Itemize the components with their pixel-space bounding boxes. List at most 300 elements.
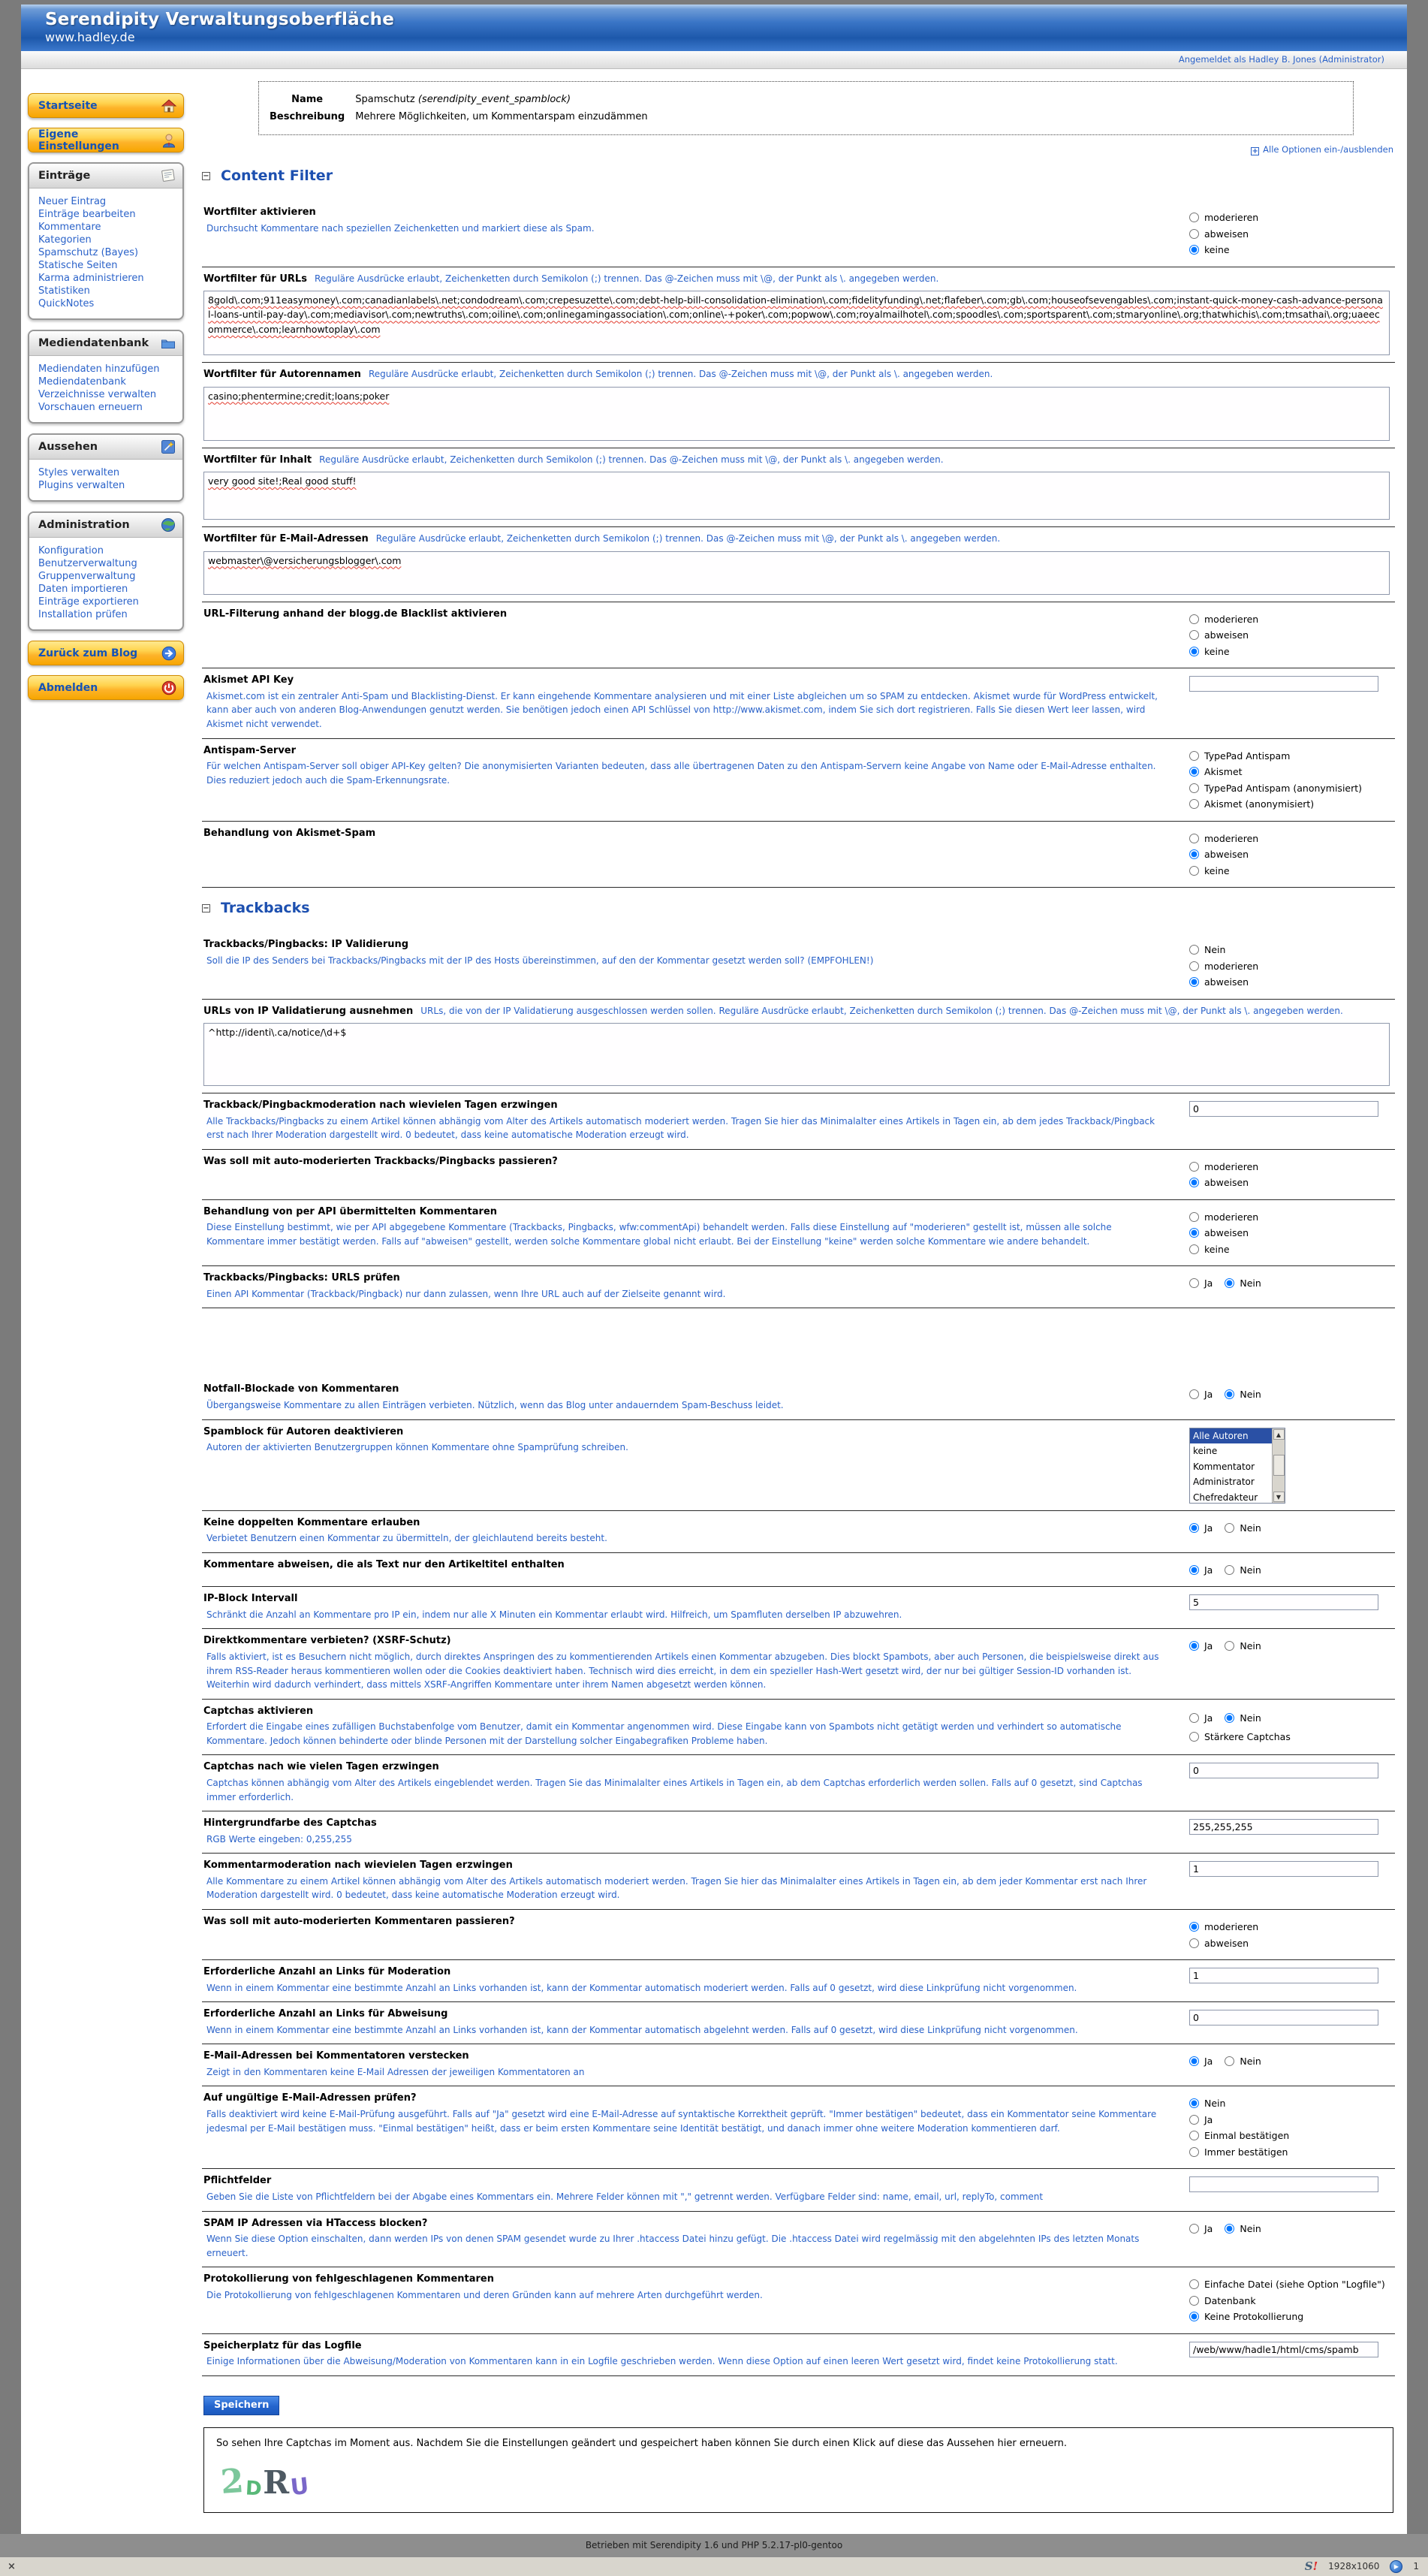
setting-title: IP-Block Intervall [203, 1593, 298, 1605]
setting-row-trackbacks-pingbacks-urls-pr-fen [202, 1266, 1395, 1308]
radio-label: Nein [1240, 1712, 1261, 1724]
radio-option-ja[interactable] [1189, 2113, 1393, 2127]
radio-ja[interactable] [1189, 2115, 1199, 2125]
radio-option-nein[interactable] [1225, 2222, 1261, 2236]
radio-option-keine-protokollierung[interactable] [1189, 2310, 1393, 2324]
radio-option-st-rkere-captchas[interactable] [1189, 1730, 1393, 1744]
power-icon [160, 680, 178, 696]
radio-abweisen[interactable] [1189, 1938, 1199, 1948]
setting-input-erforderliche-anzahl-an-links-f-r-moderation[interactable] [1189, 1968, 1378, 1983]
radio-nein[interactable] [1225, 2224, 1234, 2234]
setting-row-erforderliche-anzahl-an-links-f-r-abweisung [202, 2002, 1395, 2044]
sidebar-link-gruppenverwaltung[interactable]: Gruppenverwaltung [38, 571, 136, 582]
setting-description: Zeigt in den Kommentaren keine E-Mail Adressen der jeweiligen Kommentatoren an [206, 2066, 585, 2077]
radio-option-abweisen[interactable] [1189, 848, 1393, 861]
setting-title: Erforderliche Anzahl an Links für Moderation [203, 1966, 451, 1978]
radio-label: keine [1204, 244, 1230, 255]
radio-option-nein[interactable] [1189, 2097, 1393, 2110]
radio-nein[interactable] [1225, 1565, 1234, 1575]
sidebar-panel-header [29, 164, 182, 189]
radio-nein[interactable] [1225, 1523, 1234, 1533]
globe-icon [159, 517, 177, 533]
radio-nein[interactable] [1225, 1389, 1234, 1399]
sidebar-link-plugins-verwalten[interactable]: Plugins verwalten [38, 480, 125, 491]
sidebar-button-eigene-einstellungen[interactable] [28, 128, 184, 152]
setting-row-behandlung-von-akismet-spam [202, 822, 1395, 888]
captcha-char: 2 [219, 2461, 246, 2502]
sidebar-link-statistiken[interactable]: Statistiken [38, 285, 90, 297]
sidebar-button-label: Zurück zum Blog [38, 647, 138, 659]
setting-input-pflichtfelder[interactable] [1189, 2176, 1378, 2192]
radio-moderieren[interactable] [1189, 213, 1199, 222]
radio-option-moderieren[interactable] [1189, 211, 1393, 225]
radio-option-ja[interactable] [1189, 1639, 1213, 1653]
radio-option-akismet-anonymisiert[interactable] [1189, 798, 1393, 811]
collapse-icon[interactable]: − [203, 171, 209, 180]
listbox-option-keine[interactable]: keine [1193, 1446, 1218, 1457]
radio-option-nein[interactable] [1225, 1639, 1261, 1653]
radio-keine-protokollierung[interactable] [1189, 2312, 1199, 2321]
radio-nein[interactable] [1225, 1713, 1234, 1723]
radio-option-ja[interactable] [1189, 1564, 1213, 1577]
setting-textarea[interactable]: 8gold\.com;911easymoney\.com;canadianlabels\.net;condodream\.com;crepesuzette\.com;debt-help-bill-consolidation-elimination\.com;fidelityfunding\.net;flafeber\.com;gb\.com;houseofsevengables\.com;instant-quick-money-cash-advance-personal-loans-until-pay-day\.com;mediavisor\.com;newtruths\.com;oiline\.com;onlinegamingassociation\.com;online\-+poker\.com;popwow\.com;royalmailhotel\.com;spoodles\.com;sportsparent\.com;stmaryonline\.org;thatwhichis\.com;tmsathai\.org;uaeecommerce\.com;learnhowtoplay\.com [203, 291, 1390, 355]
setting-title: Antispam-Server [203, 744, 297, 756]
sidebar-link-daten-importieren[interactable]: Daten importieren [38, 584, 128, 595]
sidebar-link-statische-seiten[interactable]: Statische Seiten [38, 260, 118, 271]
setting-control [1189, 1516, 1393, 1546]
radio-nein[interactable] [1189, 945, 1199, 955]
radio-akismet[interactable] [1189, 767, 1199, 777]
radio-label: abweisen [1204, 1177, 1249, 1189]
setting-description: Verbietet Benutzern einen Kommentar zu übermitteln, der gleichlautend bereits besteht. [206, 1533, 607, 1544]
setting-description: Für welchen Antispam-Server soll obiger API-Key gelten? Die anonymisierten Varianten bedeuten, dass alle übertragenen Daten zu den Antispam-Servern keine Angabe von Name oder E-Mail-Adresse enthalten. Dies reduziert jedoch auch die Spam-Erkennungsrate. [206, 761, 1156, 786]
radio-typepad-antispam-anonymisiert[interactable] [1189, 783, 1199, 793]
radio-option-ja[interactable] [1189, 1277, 1213, 1290]
setting-title: Keine doppelten Kommentare erlauben [203, 1516, 420, 1528]
radio-option-keine[interactable] [1189, 864, 1393, 878]
radio-ja[interactable] [1189, 1565, 1199, 1575]
radio-label: Datenbank [1204, 2294, 1256, 2306]
listbox-scrollbar[interactable]: ▲ ▼ [1272, 1428, 1285, 1503]
setting-title: Kommentare abweisen, die als Text nur den Artikeltitel enthalten [203, 1558, 565, 1570]
radio-label: TypePad Antispam [1204, 750, 1291, 762]
sidebar-link-benutzerverwaltung[interactable]: Benutzerverwaltung [38, 558, 137, 569]
plugin-name-label: Name [291, 94, 324, 105]
radio-label: Nein [1204, 2098, 1226, 2110]
setting-title: SPAM IP Adressen via HTaccess blocken? [203, 2217, 428, 2229]
radio-label: Nein [1204, 944, 1226, 956]
radio-option-ja[interactable] [1189, 2222, 1213, 2236]
setting-input-captchas-nach-wie-vielen-tagen-erzwingen[interactable] [1189, 1763, 1378, 1778]
setting-title: Was soll mit auto-moderierten Trackbacks/Pingbacks passieren? [203, 1155, 558, 1167]
setting-control [1189, 2050, 1393, 2079]
setting-row-e-mail-adressen-bei-kommentatoren-verstecken [202, 2044, 1395, 2086]
setting-control [1189, 1558, 1393, 1580]
setting-description: Diese Einstellung bestimmt, wie per API abgegebene Kommentare (Trackbacks, Pingbacks, wfw:commentApi) behandelt werden. Falls diese Einstellung auf "moderieren" gestellt ist, müssen alle solche Kommentare immer bestätigt werden. Falls auf "abweisen" gestellt, werden solche Kommentare global nicht erlaubt. Bei der Einstellung "keine" werden solche Kommentare wie andere behandelt. [206, 1222, 1112, 1247]
setting-row-auf-ung-ltige-e-mail-adressen-pr-fen [202, 2086, 1395, 2169]
setting-row-wortfilter-f-r-urls [202, 267, 1395, 363]
radio-option-moderieren[interactable] [1189, 1160, 1393, 1174]
setting-row-trackback-pingbackmoderation-nach-wievielen-tagen-erzwingen [202, 1093, 1395, 1150]
radio-st-rkere-captchas[interactable] [1189, 1732, 1199, 1742]
setting-description: Wenn Sie diese Option einschalten, dann werden IPs von denen SPAM gesendet wurde zu Ihrer .htaccess Datei hinzu gefügt. Die .htaccess Datei wird regelmässig mit den abgelehnten IPs des letzten Monats erneuert. [206, 2234, 1140, 2258]
sidebar-panel-title: Administration [38, 519, 130, 531]
radio-option-moderieren[interactable] [1189, 960, 1393, 973]
radio-keine[interactable] [1189, 647, 1199, 656]
sidebar-button-zur-ck-zum-blog[interactable] [28, 641, 184, 665]
setting-description: Geben Sie die Liste von Pflichtfeldern bei der Abgabe eines Kommentars ein. Mehrere Felder können mit "," getrennt werden. Verfügbare Felder sind: name, email, url, replyTo, comment [206, 2191, 1044, 2202]
radio-label: Immer bestätigen [1204, 2146, 1288, 2158]
radio-keine[interactable] [1189, 866, 1199, 876]
sidebar-button-label: Startseite [38, 99, 98, 112]
radio-abweisen[interactable] [1189, 229, 1199, 239]
setting-title: Kommentarmoderation nach wievielen Tagen erzwingen [203, 1860, 513, 1872]
radio-option-ja[interactable] [1189, 2055, 1213, 2068]
radio-einfache-datei-siehe-option-logfile[interactable] [1189, 2279, 1199, 2289]
radio-ja[interactable] [1189, 1713, 1199, 1723]
plugin-desc-label: Beschreibung [270, 111, 345, 122]
radio-keine[interactable] [1189, 245, 1199, 255]
sidebar-panel-header [29, 513, 182, 538]
captcha-char: R [263, 2463, 290, 2501]
setting-row-akismet-api-key [202, 668, 1395, 738]
setting-row-was-soll-mit-auto-moderierten-kommentaren-passieren [202, 1910, 1395, 1960]
radio-ja[interactable] [1189, 2224, 1199, 2234]
sidebar-link-konfiguration[interactable]: Konfiguration [38, 545, 104, 557]
radio-moderieren[interactable] [1189, 961, 1199, 971]
radio-label: Akismet [1204, 766, 1243, 778]
count-label: 1 [1413, 2561, 1419, 2572]
radio-label: keine [1204, 645, 1230, 657]
setting-input-hintergrundfarbe-des-captchas[interactable] [1189, 1819, 1378, 1835]
radio-label: moderieren [1204, 832, 1259, 844]
setting-control [1189, 1271, 1393, 1301]
sidebar-link-styles-verwalten[interactable]: Styles verwalten [38, 467, 120, 478]
radio-option-einmal-best-tigen[interactable] [1189, 2129, 1393, 2143]
setting-control [1189, 1205, 1393, 1259]
radio-label: moderieren [1204, 1921, 1259, 1933]
setting-control [1189, 608, 1393, 662]
app-badge-icon[interactable]: S! [1304, 2559, 1318, 2574]
radio-option-abweisen[interactable] [1189, 1937, 1393, 1950]
setting-row-antispam-server [202, 739, 1395, 822]
radio-abweisen[interactable] [1189, 849, 1199, 859]
sidebar-link-eintr-ge-bearbeiten[interactable]: Einträge bearbeiten [38, 209, 136, 220]
sidebar-link-installation-pr-fen[interactable]: Installation prüfen [38, 609, 128, 620]
setting-input-kommentarmoderation-nach-wievielen-tagen-erzwingen[interactable] [1189, 1861, 1378, 1877]
radio-ja[interactable] [1189, 2056, 1199, 2066]
setting-row-urls-von-ip-validatierung-ausnehmen [202, 1000, 1395, 1094]
radio-ja[interactable] [1189, 1389, 1199, 1399]
sidebar-link-quicknotes[interactable]: QuickNotes [38, 298, 95, 309]
radio-label: Nein [1240, 2056, 1261, 2068]
setting-input-akismet-api-key[interactable] [1189, 676, 1378, 692]
radio-option-abweisen[interactable] [1189, 228, 1393, 241]
radio-akismet-anonymisiert[interactable] [1189, 799, 1199, 809]
radio-label: Nein [1240, 1277, 1261, 1290]
setting-control [1189, 1915, 1393, 1953]
captcha-preview-box [203, 2427, 1393, 2513]
setting-description: Soll die IP des Senders bei Trackbacks/Pingbacks mit der IP des Hosts übereinstimmen, auf den der Kommentar gesetzt werden soll? (EMPFOHLEN!) [206, 955, 874, 966]
setting-input-trackback-pingbackmoderation-nach-wievielen-tagen-erzwingen[interactable] [1189, 1101, 1378, 1117]
radio-label: TypePad Antispam (anonymisiert) [1204, 782, 1363, 794]
author-groups-listbox[interactable] [1189, 1428, 1285, 1504]
collapse-icon[interactable]: − [203, 903, 209, 912]
setting-title: Wortfilter aktivieren [203, 207, 316, 218]
radio-label: Einmal bestätigen [1204, 2130, 1290, 2142]
radio-abweisen[interactable] [1189, 630, 1199, 640]
captcha-preview-text: So sehen Ihre Captchas im Moment aus. Nachdem Sie die Einstellungen geändert und gespeichert haben können Sie durch einen Klick auf diese das Aussehen hier erneuern. [216, 2437, 1067, 2449]
footer: Betrieben mit Serendipity 1.6 und PHP 5.2.17-pl0-gentoo [0, 2534, 1428, 2557]
setting-description: Akismet.com ist ein zentraler Anti-Spam und Blacklisting-Dienst. Er kann eingehende Kommentare analysieren und mit einer Liste abgleichen um so SPAM zu entdecken. Akismet wurde für WordPress entwickelt, kann aber auch von anderen Blog-Anwendungen genutzt werden. Sie benötigen jedoch einen API Schlüssel von http://www.akismet.com, indem Sie sich dort registrieren. Falls Sie diesen Wert leer lassen, wird Akismet nicht verwendet. [206, 690, 1158, 729]
radio-option-abweisen[interactable] [1189, 976, 1393, 989]
setting-textarea[interactable]: ^http://identi\.ca/notice/\d+$ [203, 1023, 1390, 1086]
radio-label: Nein [1240, 1522, 1261, 1534]
radio-option-abweisen[interactable] [1189, 1226, 1393, 1240]
radio-label: keine [1204, 864, 1230, 876]
resolution-label: 1928x1060 [1328, 2561, 1380, 2572]
listbox-options [1190, 1428, 1272, 1503]
sidebar-panel-links [29, 189, 182, 318]
setting-row-spam-ip-adressen-via-htaccess-blocken [202, 2212, 1395, 2268]
admin-page [21, 5, 1407, 2534]
setting-control [1189, 2273, 1393, 2327]
radio-nein[interactable] [1225, 1278, 1234, 1288]
radio-option-ja[interactable] [1189, 1522, 1213, 1535]
sidebar-link-kommentare[interactable]: Kommentare [38, 222, 101, 233]
radio-ja[interactable] [1189, 1641, 1199, 1651]
radio-option-abweisen[interactable] [1189, 1176, 1393, 1190]
setting-row-notfall-blockade-von-kommentaren [202, 1377, 1395, 1419]
radio-datenbank[interactable] [1189, 2296, 1199, 2306]
setting-title: Trackbacks/Pingbacks: IP Validierung [203, 939, 409, 951]
setting-title: Spamblock für Autoren deaktivieren [203, 1425, 404, 1437]
section-heading-trackbacks [202, 900, 1395, 916]
play-icon[interactable]: ▶ [1390, 2560, 1402, 2573]
sidebar-panel-header [29, 331, 182, 356]
home-icon [160, 98, 178, 114]
radio-nein[interactable] [1225, 1641, 1234, 1651]
spacer [202, 1308, 1395, 1377]
setting-input-ip-block-intervall[interactable] [1189, 1594, 1378, 1610]
setting-description: RGB Werte eingeben: 0,255,255 [206, 1833, 352, 1845]
setting-row-captchas-nach-wie-vielen-tagen-erzwingen [202, 1755, 1395, 1811]
radio-moderieren[interactable] [1189, 1922, 1199, 1932]
setting-inline-description: Reguläre Ausdrücke erlaubt, Zeichenketten durch Semikolon (;) trennen. Das @-Zeichen muss mit \@, der Punkt als \. angegeben werden. [368, 369, 993, 380]
status-bar [0, 2557, 1428, 2576]
radio-label: moderieren [1204, 613, 1259, 625]
sidebar-panel-mediendatenbank [28, 330, 184, 424]
radio-label: abweisen [1204, 976, 1249, 988]
setting-control [1189, 674, 1393, 731]
sidebar-link-mediendatenbank[interactable]: Mediendatenbank [38, 376, 126, 388]
radio-label: Ja [1204, 1277, 1213, 1290]
entries-icon [159, 167, 177, 184]
sidebar-panel-title: Einträge [38, 170, 91, 182]
radio-moderieren[interactable] [1189, 614, 1199, 624]
radio-label: Ja [1204, 1389, 1213, 1401]
setting-row-hintergrundfarbe-des-captchas [202, 1811, 1395, 1854]
radio-nein[interactable] [1225, 2056, 1234, 2066]
captcha-image[interactable] [219, 2460, 1381, 2502]
setting-inline-description: URLs, die von der IP Validatierung ausgeschlossen werden sollen. Reguläre Ausdrücke erlaubt, Zeichenketten durch Semikolon (;) trennen. Das @-Zeichen muss mit \@, der Punkt als \. angegeben werden. [420, 1005, 1343, 1016]
sidebar-link-kategorien[interactable]: Kategorien [38, 234, 92, 246]
login-bar [21, 51, 1407, 69]
setting-title: Speicherplatz für das Logfile [203, 2339, 362, 2351]
app-title: Serendipity Verwaltungsoberfläche [45, 10, 395, 29]
listbox-option-administrator[interactable]: Administrator [1193, 1477, 1255, 1488]
listbox-option-chefredakteur[interactable]: Chefredakteur [1193, 1492, 1258, 1503]
expand-icon[interactable]: + [1252, 147, 1258, 155]
sidebar-button-abmelden[interactable] [28, 675, 184, 700]
sidebar-panel-administration [28, 511, 184, 631]
setting-control [1189, 206, 1393, 260]
listbox-option-alle-autoren[interactable]: Alle Autoren [1190, 1428, 1272, 1444]
radio-option-keine[interactable] [1189, 645, 1393, 659]
radio-keine[interactable] [1189, 1244, 1199, 1254]
sidebar-link-mediendaten-hinzuf-gen[interactable]: Mediendaten hinzufügen [38, 363, 160, 375]
radio-nein[interactable] [1189, 2098, 1199, 2108]
radio-option-keine[interactable] [1189, 243, 1393, 257]
radio-option-nein[interactable] [1225, 2055, 1261, 2068]
setting-control [1189, 1859, 1393, 1902]
radio-option-typepad-antispam-anonymisiert[interactable] [1189, 782, 1393, 795]
radio-option-nein[interactable] [1225, 1564, 1261, 1577]
radio-label: abweisen [1204, 1937, 1249, 1949]
sidebar-panel-aussehen [28, 433, 184, 502]
radio-option-nein[interactable] [1189, 943, 1393, 957]
sidebar [25, 74, 185, 725]
setting-description: Autoren der aktivierten Benutzergruppen können Kommentare ohne Spamprüfung schreiben. [206, 1442, 628, 1453]
setting-description: Übergangsweise Kommentare zu allen Einträgen verbieten. Nützlich, wenn das Blog unter andauerndem Spam-Beschuss leidet. [206, 1399, 784, 1410]
radio-label: abweisen [1204, 1227, 1249, 1239]
logged-in-user-link[interactable]: Angemeldet als Hadley B. Jones (Administrator) [1178, 54, 1384, 65]
setting-control [1189, 744, 1393, 814]
setting-title: Trackbacks/Pingbacks: URLS prüfen [203, 1272, 400, 1284]
sidebar-link-karma-administrieren[interactable]: Karma administrieren [38, 273, 144, 284]
radio-einmal-best-tigen[interactable] [1189, 2131, 1199, 2140]
radio-abweisen[interactable] [1189, 1228, 1199, 1238]
setting-title: Hintergrundfarbe des Captchas [203, 1817, 377, 1829]
toggle-all-label: Alle Optionen ein-/ausblenden [1263, 144, 1393, 155]
setting-row-kommentare-abweisen-die-als-text-nur-den-artikeltitel-enthalten [202, 1553, 1395, 1588]
radio-label: Keine Protokollierung [1204, 2311, 1304, 2323]
radio-option-typepad-antispam[interactable] [1189, 750, 1393, 763]
setting-control [1189, 1383, 1393, 1412]
radio-ja[interactable] [1189, 1278, 1199, 1288]
setting-title: Behandlung von per API übermittelten Kommentaren [203, 1205, 498, 1217]
setting-row-captchas-aktivieren [202, 1700, 1395, 1756]
radio-label: Nein [1240, 1564, 1261, 1576]
setting-textarea[interactable]: very good site!;Real good stuff! [203, 472, 1390, 520]
save-button[interactable]: Speichern [203, 2396, 279, 2415]
setting-textarea[interactable]: casino;phentermine;credit;loans;poker [203, 387, 1390, 441]
radio-option-keine[interactable] [1189, 1243, 1393, 1256]
sidebar-link-vorschauen-erneuern[interactable]: Vorschauen erneuern [38, 402, 143, 413]
setting-textarea[interactable]: webmaster\@versicherungsblogger\.com [203, 551, 1390, 595]
radio-moderieren[interactable] [1189, 834, 1199, 843]
radio-label: Ja [1204, 1712, 1213, 1724]
radio-label: Nein [1240, 1640, 1261, 1652]
sidebar-link-spamschutz-bayes[interactable]: Spamschutz (Bayes) [38, 247, 139, 258]
radio-option-immer-best-tigen[interactable] [1189, 2146, 1393, 2159]
setting-inline-description: Reguläre Ausdrücke erlaubt, Zeichenketten durch Semikolon (;) trennen. Das @-Zeichen muss mit \@, der Punkt als \. angegeben werden. [319, 454, 944, 465]
setting-title: Wortfilter für URLs [203, 273, 307, 285]
toggle-all-options-link[interactable] [202, 144, 1393, 155]
radio-option-datenbank[interactable] [1189, 2294, 1393, 2308]
setting-description: Falls aktiviert, ist es Besuchern nicht möglich, durch direktes Anspringen des zu kommentierenden Artikels einen Kommentar abzugeben. Dies blockt Spambots, aber auch Personen, die beispielsweise direkt aus ihrem RSS-Reader heraus kommentieren wollen oder die Cookies deaktiviert haben. Technisch wird dies erreicht, in dem ein spezieller Hash-Wert gesetzt wird, der nur bei gültiger Session-ID vorhanden ist. Weiterhin wird dadurch verhindert, dass mittels XSRF-Angriffen Kommentare unter ihrem Namen abgesetzt werden können. [206, 1651, 1159, 1691]
radio-option-akismet[interactable] [1189, 765, 1393, 779]
radio-option-abweisen[interactable] [1189, 629, 1393, 642]
user-icon [160, 132, 178, 149]
setting-description: Wenn in einem Kommentar eine bestimmte Anzahl an Links vorhanden ist, kann der Kommentar automatisch abgelehnt werden. Falls auf 0 gesetzt, wird diese Linkprüfung nicht vorgenommen. [206, 2024, 1078, 2035]
setting-title: Wortfilter für E-Mail-Adressen [203, 533, 369, 545]
sidebar-panel-links [29, 356, 182, 422]
setting-input-erforderliche-anzahl-an-links-f-r-abweisung[interactable] [1189, 2010, 1378, 2026]
close-icon[interactable]: × [8, 2560, 16, 2572]
radio-option-nein[interactable] [1225, 1388, 1261, 1401]
setting-description: Captchas können abhängig vom Alter des Artikels eingeblendet werden. Tragen Sie das Minimalalter eines Artikels in Tagen ein, ab dem Captchas erforderlich werden sollen. Falls auf 0 gesetzt, sind Captchas immer erforderlich. [206, 1777, 1143, 1802]
section-title: Content Filter [221, 167, 333, 184]
plugin-desc-value: Mehrere Möglichkeiten, um Kommentarspam einzudämmen [355, 111, 648, 122]
radio-option-moderieren[interactable] [1189, 832, 1393, 846]
sidebar-link-neuer-eintrag[interactable]: Neuer Eintrag [38, 196, 107, 207]
radio-moderieren[interactable] [1189, 1212, 1199, 1222]
radio-option-nein[interactable] [1225, 1522, 1261, 1535]
setting-row-wortfilter-f-r-autorennamen [202, 363, 1395, 448]
radio-option-nein[interactable] [1225, 1712, 1261, 1725]
setting-description: Wenn in einem Kommentar eine bestimmte Anzahl an Links vorhanden ist, kann der Kommentar automatisch moderiert werden. Falls auf 0 gesetzt, wird diese Linkprüfung nicht vorgenommen. [206, 1982, 1077, 1993]
radio-option-nein[interactable] [1225, 1277, 1261, 1290]
header-banner [21, 5, 1407, 51]
radio-option-einfache-datei-siehe-option-logfile[interactable] [1189, 2278, 1393, 2291]
radio-label: abweisen [1204, 849, 1249, 861]
setting-row-erforderliche-anzahl-an-links-f-r-moderation [202, 1960, 1395, 2002]
sidebar-button-startseite[interactable] [28, 93, 184, 118]
radio-abweisen[interactable] [1189, 1178, 1199, 1187]
radio-label: Ja [1204, 1640, 1213, 1652]
sidebar-link-eintr-ge-exportieren[interactable]: Einträge exportieren [38, 596, 139, 608]
radio-moderieren[interactable] [1189, 1162, 1199, 1172]
captcha-char: D [244, 2477, 262, 2501]
listbox-option-kommentator[interactable]: Kommentator [1193, 1461, 1255, 1472]
radio-immer-best-tigen[interactable] [1189, 2147, 1199, 2157]
radio-label: moderieren [1204, 960, 1259, 972]
radio-abweisen[interactable] [1189, 977, 1199, 987]
radio-option-moderieren[interactable] [1189, 613, 1393, 626]
radio-label: moderieren [1204, 1160, 1259, 1172]
setting-title: URL-Filterung anhand der blogg.de Blacklist aktivieren [203, 608, 508, 620]
setting-title: Captchas nach wie vielen Tagen erzwingen [203, 1761, 439, 1773]
setting-inline-description: Reguläre Ausdrücke erlaubt, Zeichenketten durch Semikolon (;) trennen. Das @-Zeichen muss mit \@, der Punkt als \. angegeben werden. [375, 533, 1001, 544]
main-content [185, 74, 1399, 2534]
plugin-id: (serendipity_event_spamblock) [417, 94, 571, 105]
setting-title: URLs von IP Validatierung ausnehmen [203, 1005, 414, 1017]
setting-description: Einen API Kommentar (Trackback/Pingback) nur dann zulassen, wenn Ihre URL auch auf der Zielseite genannt wird. [206, 1288, 726, 1299]
radio-option-moderieren[interactable] [1189, 1920, 1393, 1934]
radio-typepad-antispam[interactable] [1189, 751, 1199, 761]
radio-option-ja[interactable] [1189, 1388, 1213, 1401]
setting-control [1189, 1817, 1393, 1846]
sidebar-link-verzeichnisse-verwalten[interactable]: Verzeichnisse verwalten [38, 389, 157, 400]
setting-description: Alle Kommentare zu einem Artikel können abhängig vom Alter des Artikels automatisch moderiert werden. Tragen Sie hier das Minimalalter eines Artikels in Tagen ein, ab dem jeder Kommentar erst nach Ihrer Moderation dargestellt wird. 0 bedeutet, dass keine automatische Moderation erzeugt wird. [206, 1875, 1147, 1901]
setting-control [1189, 1634, 1393, 1691]
radio-label: Akismet (anonymisiert) [1204, 798, 1315, 810]
setting-input-speicherplatz-f-r-das-logfile[interactable] [1189, 2342, 1378, 2357]
radio-option-moderieren[interactable] [1189, 1211, 1393, 1224]
radio-ja[interactable] [1189, 1523, 1199, 1533]
radio-option-ja[interactable] [1189, 1712, 1213, 1725]
